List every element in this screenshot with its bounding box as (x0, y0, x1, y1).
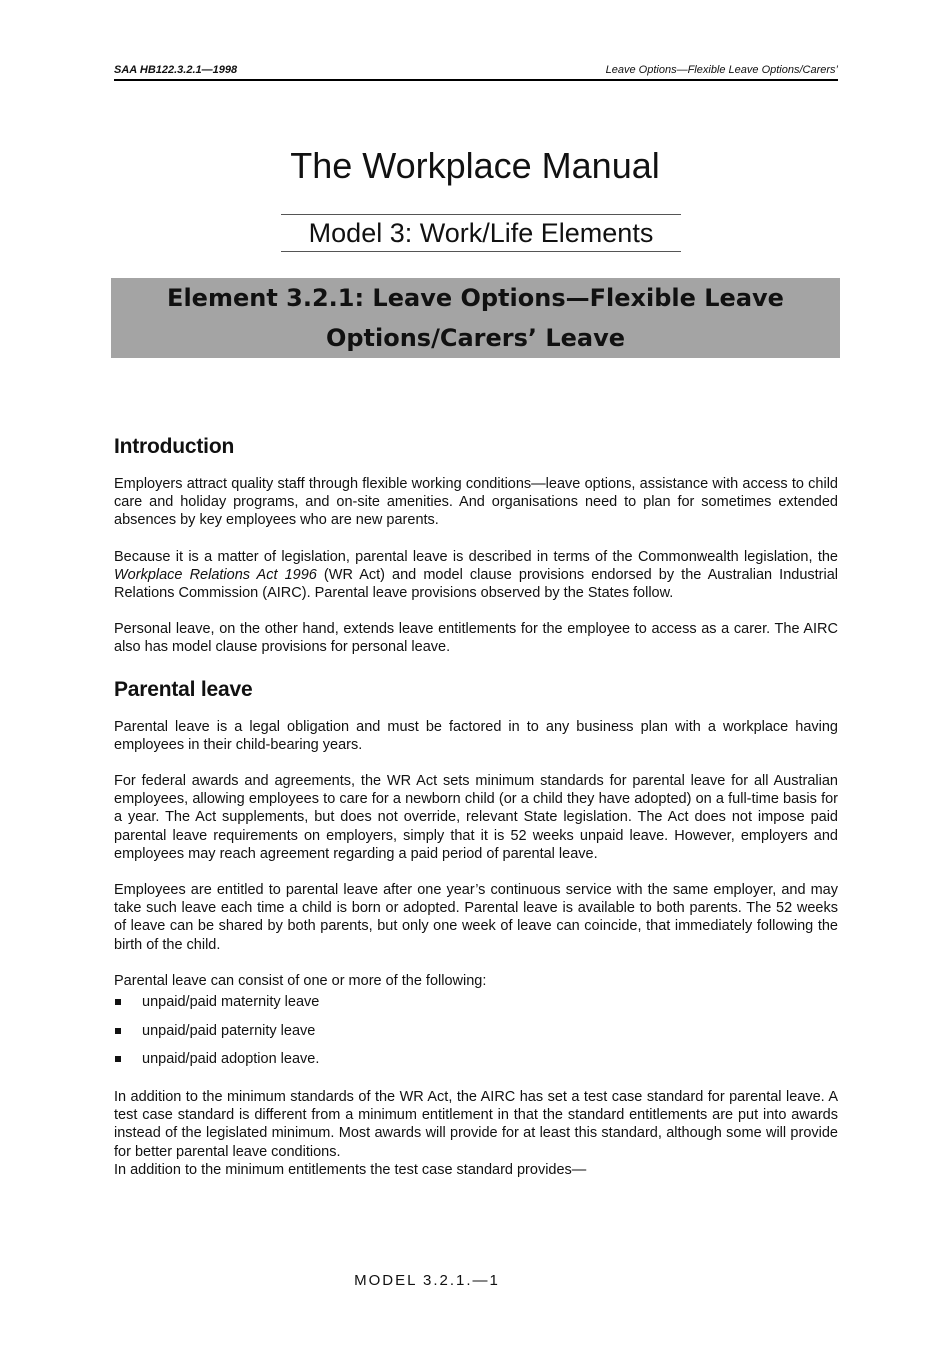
act-title: Workplace Relations Act 1996 (114, 566, 317, 583)
bullet-icon (115, 999, 121, 1005)
introduction-paragraph-2 (114, 548, 838, 603)
introduction-paragraph-3: Personal leave, on the other hand, extends leave entitlements for the employee to access as a carer. The AIRC also has model clause provisions for personal leave. (114, 621, 838, 656)
list-item (114, 993, 838, 1011)
parental-leave-paragraph-5: In addition to the minimum entitlements the test case standard provides— (114, 1161, 587, 1178)
running-header (114, 61, 838, 81)
introduction-paragraph-2-end: (WR Act) and model clause provisions endorsed by the Australian Industrial Relations Commission (AIRC). Parental leave provisions observed by the States follow. (114, 566, 839, 602)
parental-leave-heading: Parental leave (114, 677, 253, 701)
parental-leave-paragraph-1: Parental leave is a legal obligation and must be factored in to any business plan with a workplace having employees in their child-bearing years. (114, 718, 838, 753)
page-number: MODEL 3.2.1.—1 (354, 1272, 500, 1289)
parental-leave-types-list (114, 993, 838, 1068)
list-item-text: unpaid/paid maternity leave (142, 994, 320, 1011)
element-title-line-2: Options/Carers’ Leave (325, 324, 626, 352)
body-content (114, 432, 838, 1197)
model-title: Model 3: Work/Life Elements (281, 214, 681, 252)
bullet-icon (115, 1056, 121, 1062)
element-banner (111, 278, 840, 358)
manual-title: The Workplace Manual (290, 145, 660, 186)
parental-leave-paragraph-2: For federal awards and agreements, the WR Act sets minimum standards for parental leave for all Australian employees, allowing employees to care for a newborn child (or a child they have adopted) on a full-time basis for a year. The Act supplements, but does not override, relevant State legislation. The Act does not impose paid parental leave requirements on employers, simply that it is 52 weeks unpaid leave. However, employers and employees may reach agreement regarding a paid period of parental leave. (114, 773, 838, 862)
introduction-paragraph-1: Employers attract quality staff through flexible working conditions—leave options, assistance with access to child care and holiday programs, and on-site amenities. And organisations need to plan for sometimes extended absences by key employees who are new parents. (114, 476, 838, 529)
element-title-line-1: Element 3.2.1: Leave Options—Flexible Leave (167, 284, 784, 312)
header-section-title: Leave Options—Flexible Leave Options/Carers’ (605, 64, 838, 76)
list-item-text: unpaid/paid paternity leave (142, 1022, 316, 1039)
header-standard-number: SAA HB122.3.2.1—1998 (114, 64, 238, 76)
parental-leave-paragraph-4: In addition to the minimum standards of the WR Act, the AIRC has set a test case standard for parental leave. A test case standard is different from a minimum entitlement in that the standard entitlements are put into awards instead of the legislated minimum. Most awards will provide for at least this standard, although some will provide for better parental leave conditions. (114, 1089, 838, 1160)
list-item (114, 1050, 838, 1068)
list-item (114, 1022, 838, 1040)
introduction-paragraph-2-start: Because it is a matter of legislation, parental leave is described in terms of the Commonwealth legislation, the (114, 548, 838, 565)
page-footer (0, 1271, 950, 1291)
list-item-text: unpaid/paid adoption leave. (142, 1051, 320, 1068)
parental-leave-list-intro: Parental leave can consist of one or more of the following: (114, 972, 487, 989)
bullet-icon (115, 1028, 121, 1034)
parental-leave-paragraph-3: Employees are entitled to parental leave after one year’s continuous service with the same employer, and may take such leave each time a child is born or adopted. Parental leave is available to both parents. The 52 weeks of leave can be shared by both parents, but only one week of leave can coincide, that immediately following the birth of the child. (114, 882, 838, 953)
introduction-heading: Introduction (114, 435, 235, 458)
